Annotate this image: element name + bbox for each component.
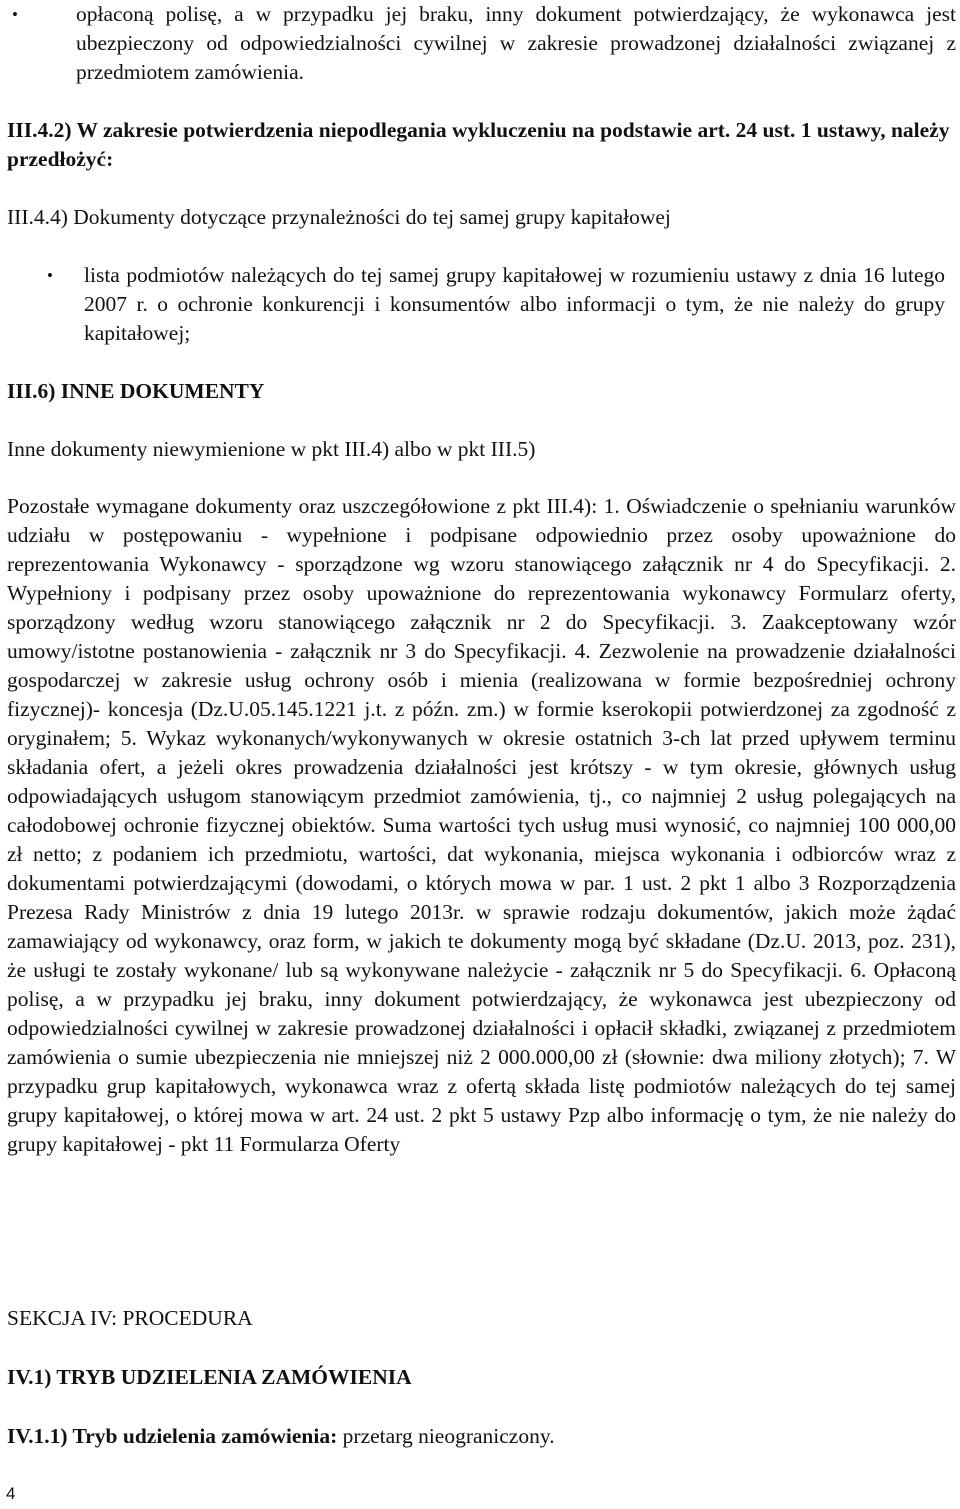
section-heading-III-4-4: III.4.4) Dokumenty dotyczące przynależności do tej samej grupy kapitałowej [7, 205, 671, 229]
tryb-value: przetarg nieograniczony. [337, 1424, 555, 1448]
bullet-paragraph-capital-group: lista podmiotów należących do tej samej grupy kapitałowej w rozumieniu ustawy z dnia 16 lutego 2007 r. o ochronie konkurencji i konsumentów albo informacji o tym, że nie należy do grupy kapitałowej; [84, 263, 945, 345]
other-documents-paragraph: Pozostałe wymagane dokumenty oraz uszczegółowione z pkt III.4): 1. Oświadczenie o spełnianiu warunków udziału w postępowaniu - wypełnione i podpisane odpowiednio przez osoby upoważnione do reprezentowania Wykonawcy - sporządzone wg wzoru stanowiącego załącznik nr 4 do Specyfikacji. 2. Wypełniony i podpisany przez osoby upoważnione do reprezentowania wykonawcy Formularz oferty, sporządzony według wzoru stanowiącego załącznik nr 2 do Specyfikacji. 3. Zaakceptowany wzór umowy/istotne postanowienia - załącznik nr 3 do Specyfikacji. 4. Zezwolenie na prowadzenie działalności gospodarczej w zakresie usług ochrony osób i mienia (realizowana w formie bezpośredniej ochrony fizycznej)- koncesja (Dz.U.05.145.1221 j.t. z późn. zm.) w formie kserokopii potwierdzonej za zgodność z oryginałem; 5. Wykaz wykonanych/wykonywanych w okresie ostatnich 3-ch lat przed upływem terminu składania ofert, a jeżeli okres prowadzenia działalności jest krótszy - w tym okresie, głównych usług odpowiadających usługom stanowiącym przedmiot zamówienia, tj., co najmniej 2 usług polegających na całodobowej ochronie fizycznej obiektów. Suma wartości tych usług musi wynosić, co najmniej 100 000,00 zł netto; z podaniem ich przedmiotu, wartości, dat wykonania, miejsca wykonania i odbiorców wraz z dokumentami potwierdzającymi (dowodami, o których mowa w par. 1 ust. 2 pkt 1 albo 3 Rozporządzenia Prezesa Rady Ministrów z dnia 19 lutego 2013r. w sprawie rodzaju dokumentów, jakich może żądać zamawiający od wykonawcy, oraz form, w jakich te dokumenty mogą być składane (Dz.U. 2013, poz. 231), że usługi te zostały wykonane/ lub są wykonywane należycie - załącznik nr 5 do Specyfikacji. 6. Opłaconą polisę, a w przypadku jej braku, inny dokument potwierdzający, że wykonawca jest ubezpieczony od odpowiedzialności cywilnej w zakresie prowadzonej działalności i opłacił składki, związanej z przedmiotem zamówienia o sumie ubezpieczenia nie mniejszej niż 2 000.000,00 zł (słownie: dwa miliony złotych); 7. W przypadku grup kapitałowych, wykonawca wraz z ofertą składa listę podmiotów należących do tej samej grupy kapitałowej, o której mowa w art. 24 ust. 2 pkt 5 ustawy Pzp albo informację o tym, że nie należy do grupy kapitałowej - pkt 11 Formularza Oferty [7, 494, 956, 1156]
other-documents-line: Inne dokumenty niewymienione w pkt III.4) albo w pkt III.5) [7, 437, 536, 461]
bullet-paragraph-policy: opłaconą polisę, a w przypadku jej braku, inny dokument potwierdzający, że wykonawca jest ubezpieczony od odpowiedzialności cywilnej w zakresie prowadzonej działalności związanej z przedmiotem zamówienia. [76, 2, 956, 84]
section-heading-III-4-2: III.4.2) W zakresie potwierdzenia niepodlegania wykluczeniu na podstawie art. 24 ust. 1 ustawy, należy przedłożyć: [7, 118, 950, 171]
bullet-marker: • [47, 266, 53, 285]
bullet-marker: • [12, 5, 18, 24]
section-iv-title: SEKCJA IV: PROCEDURA [7, 1306, 253, 1330]
page-number: 4 [6, 1484, 16, 1503]
section-heading-III-6: III.6) INNE DOKUMENTY [7, 379, 265, 403]
section-iv-1-heading: IV.1) TRYB UDZIELENIA ZAMÓWIENIA [7, 1365, 412, 1389]
tryb-label: IV.1.1) Tryb udzielenia zamówienia: [7, 1424, 338, 1448]
tryb-line [7, 1422, 555, 1451]
